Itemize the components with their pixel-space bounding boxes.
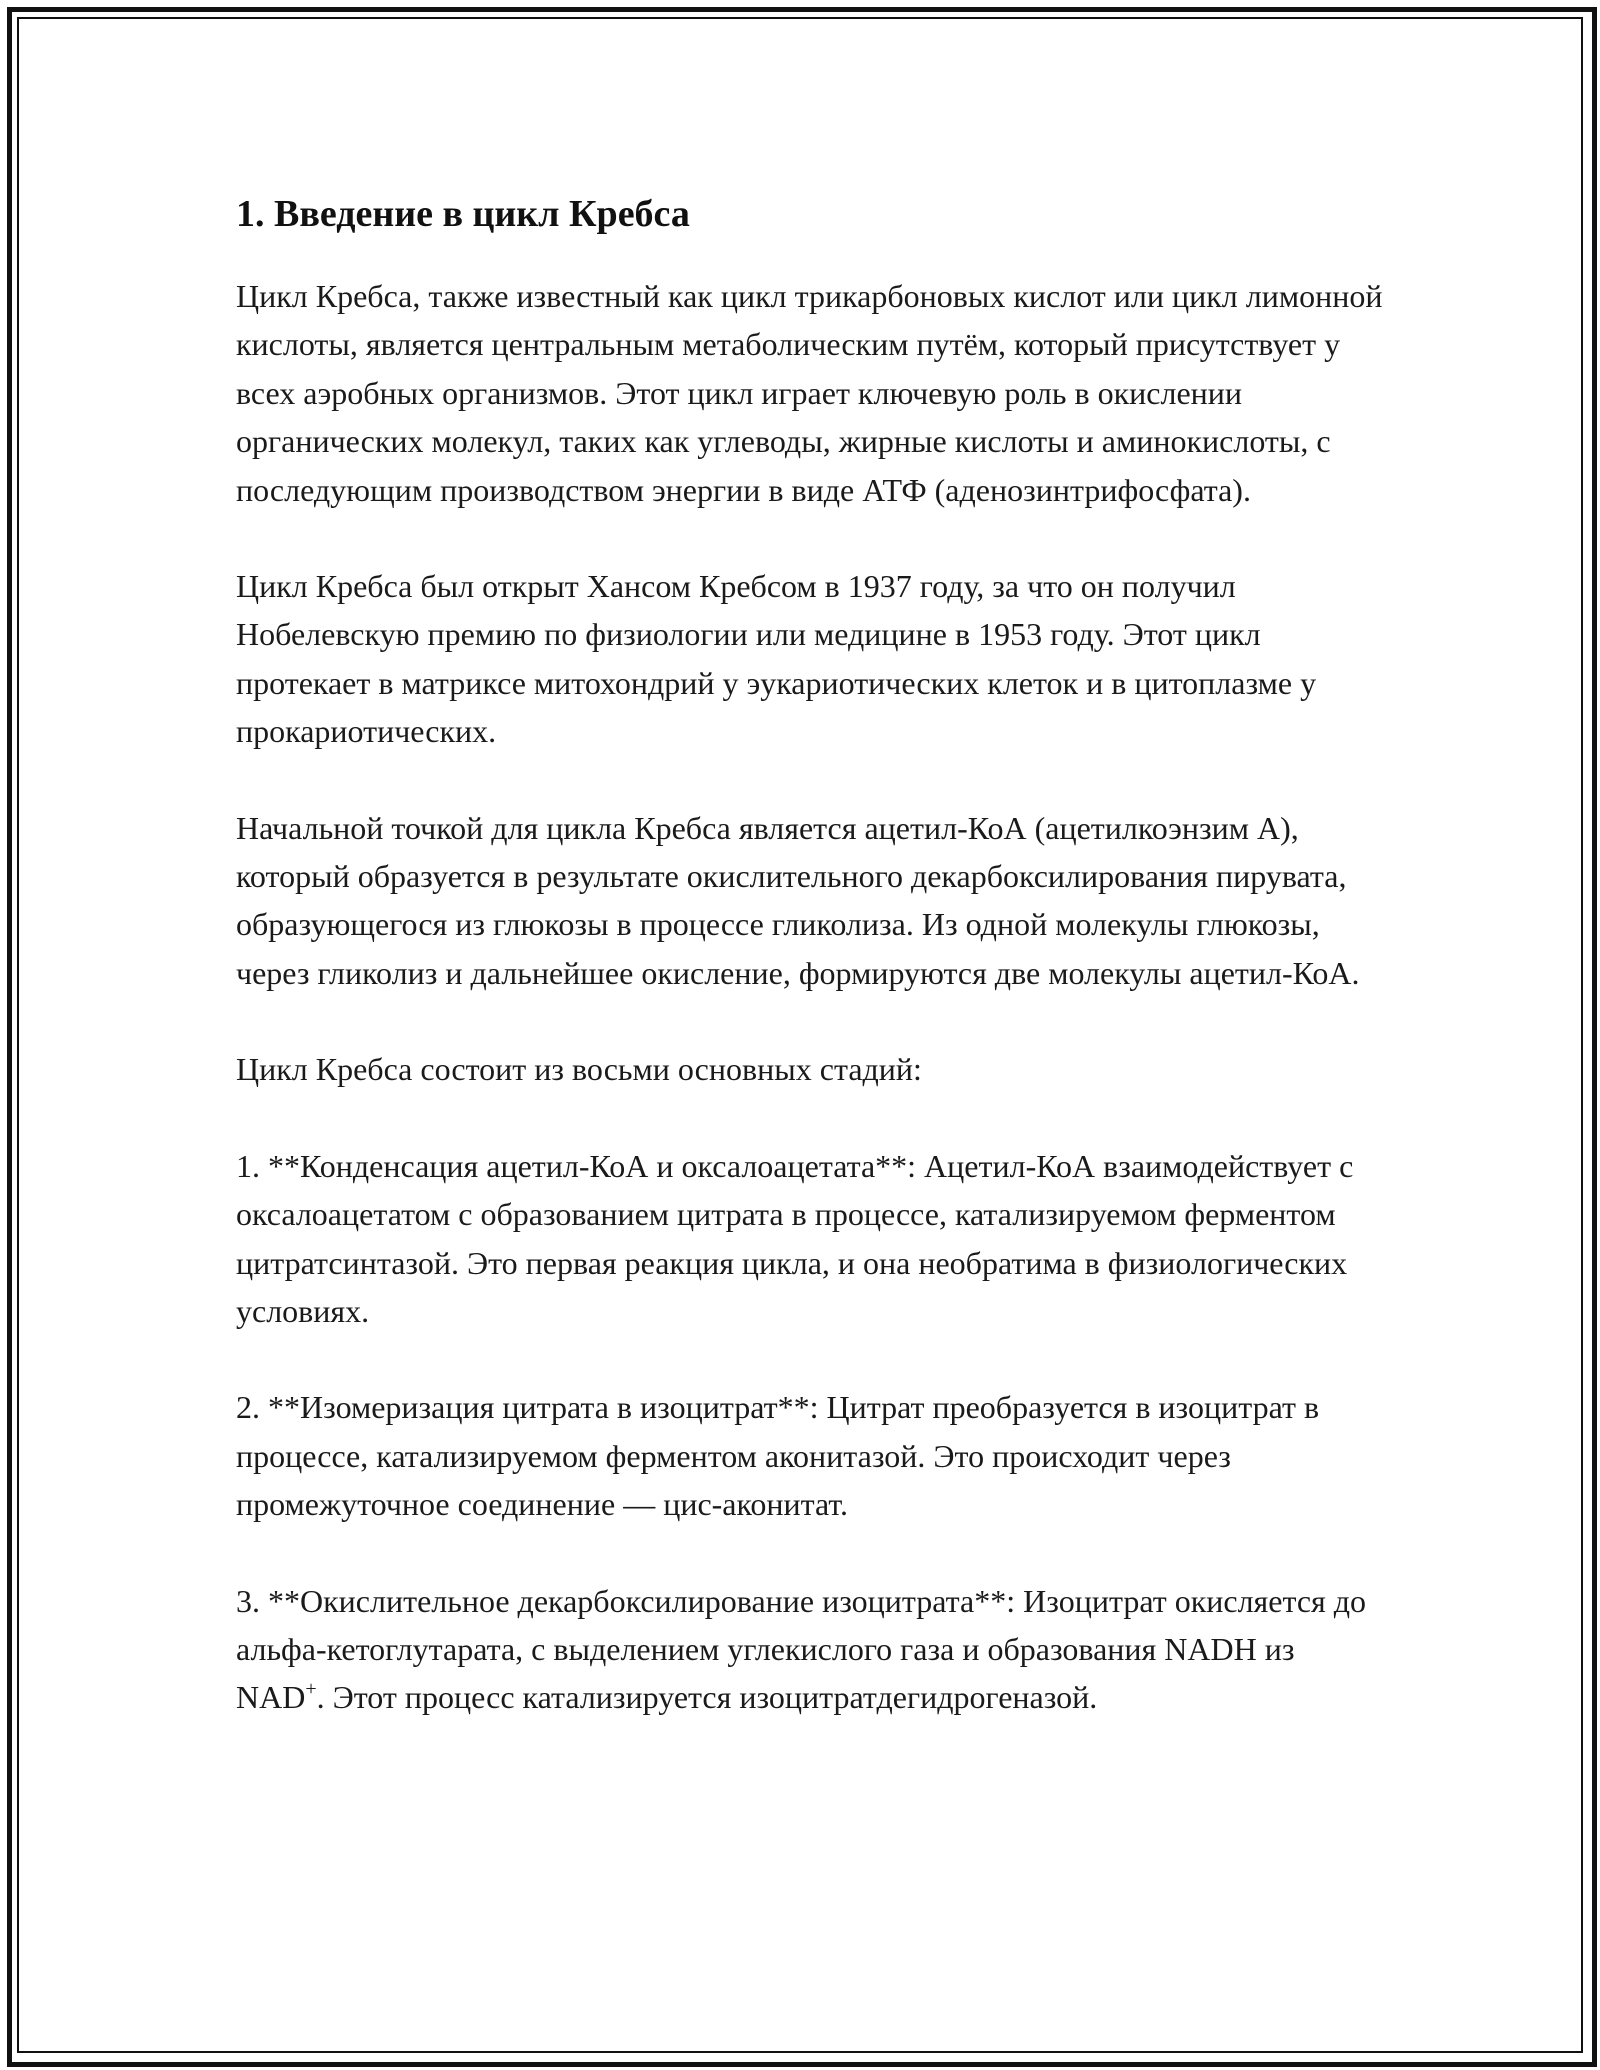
section-heading: 1. Введение в цикл Кребса [236, 193, 690, 235]
step-3-text: 3. **Окислительное декарбоксилирование изоцитрата**: Изоцитрат окисляется до альфа-кетоглутарата, с выделением углекислого газа и образования NADH из NAD [236, 1582, 1367, 1716]
paragraph-step-1: 1. **Конденсация ацетил-КоА и оксалоацетата**: Ацетил-КоА взаимодействует с оксалоацетатом с образованием цитрата в процессе, катализируемом ферментом цитратсинтазой. Это первая реакция цикла, и она необратима в физиологических условиях. [236, 1147, 1354, 1329]
document-body [236, 186, 1386, 1770]
paragraph-intro: Цикл Кребса, также известный как цикл трикарбоновых кислот или цикл лимонной кислоты, является центральным метаболическим путём, который присутствует у всех аэробных организмов. Этот цикл играет ключевую роль в окислении органических молекул, таких как углеводы, жирные кислоты и аминокислоты, с последующим производством энергии в виде АТФ (аденозинтрифосфата). [236, 278, 1383, 508]
step-3-text-end: . Этот процесс катализируется изоцитратдегидрогеназой. [316, 1679, 1098, 1716]
paragraph-step-2: 2. **Изомеризация цитрата в изоцитрат**: Цитрат преобразуется в изоцитрат в процессе, катализируемом ферментом аконитазой. Это происходит через промежуточное соединение — цис-аконитат. [236, 1389, 1320, 1523]
paragraph-acetyl-coa: Начальной точкой для цикла Кребса является ацетил-КоА (ацетилкоэнзим А), который образуется в результате окислительного декарбоксилирования пирувата, образующегося из глюкозы в процессе гликолиза. Из одной молекулы глюкозы, через гликолиз и дальнейшее окисление, формируются две молекулы ацетил-КоА. [236, 809, 1360, 991]
step-3-superscript: + [305, 1677, 317, 1700]
paragraph-stages-intro: Цикл Кребса состоит из восьми основных стадий: [236, 1051, 922, 1088]
paragraph-history: Цикл Кребса был открыт Хансом Кребсом в 1937 году, за что он получил Нобелевскую премию по физиологии или медицине в 1953 году. Этот цикл протекает в матриксе митохондрий у эукариотических клеток и в цитоплазме у прокариотических. [236, 568, 1317, 750]
paragraph-step-3 [236, 1577, 1386, 1722]
